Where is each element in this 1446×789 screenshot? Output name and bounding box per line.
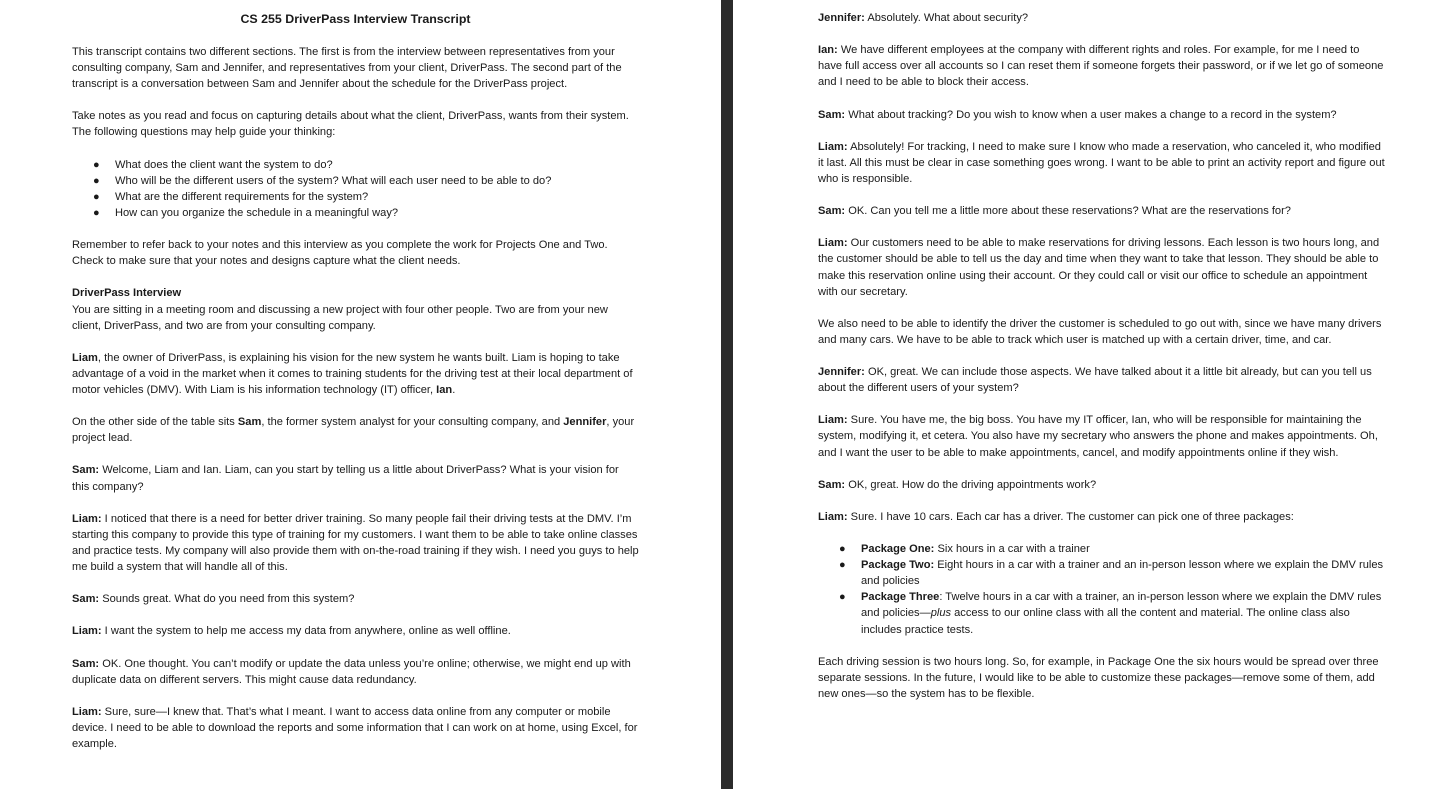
list-item	[839, 541, 1386, 557]
speaker-label: Liam:	[72, 705, 102, 718]
dialogue-text: I want the system to help me access my data from anywhere, online as well offline.	[101, 625, 511, 638]
package-text: Eight hours in a car with a trainer and an in-person lesson where we explain the DMV rules and policies	[861, 559, 1384, 588]
jennifer-name: Jennifer	[563, 416, 607, 429]
sam-intro-text2: , the former system analyst for your consulting company, and	[261, 416, 564, 429]
liam-intro-end: .	[452, 383, 456, 396]
list-item	[839, 589, 1386, 637]
dialogue-text: Sure. You have me, the big boss. You have my IT officer, Ian, who will be responsible for maintaining the system, modifying it, et cetera. You also have my secretary who answers the phone and makes appointments. Oh, and I want the user to be able to make appointments, cancel, and modify appointments online if they wish.	[818, 414, 1378, 459]
sam-name: Sam	[237, 416, 262, 429]
package-text: : Twelve hours in a car with a trainer, an in-person lesson where we explain the DMV rules and policies—	[861, 591, 1382, 620]
speaker-label: Ian:	[818, 44, 838, 57]
dialogue-text: Absolutely. What about security?	[864, 12, 1029, 24]
bullet-icon: ●	[839, 559, 846, 572]
liam-intro-paragraph	[72, 350, 639, 398]
package-name: Package One:	[861, 543, 935, 556]
liam-intro-text: , the owner of DriverPass, is explaining his vision for the new system he wants built. Liam is hoping to take advantage of a void in the market when it comes to training students for the driving test at their local department of motor vehicles (DMV). With Liam is his information technology (IT) officer,	[72, 351, 633, 396]
speaker-label: Jennifer:	[818, 12, 865, 24]
dialogue-line	[72, 704, 639, 752]
dialogue-line	[818, 509, 1386, 525]
dialogue-text: What about tracking? Do you wish to know when a user makes a change to a record in the system?	[845, 108, 1337, 121]
speaker-label: Sam:	[818, 478, 846, 491]
page-right[interactable]	[733, 0, 1446, 789]
sam-intro-text1: On the other side of the table sits	[72, 416, 238, 429]
ian-name: Ian	[436, 383, 453, 396]
dialogue-line	[818, 412, 1386, 460]
bullet-icon: ●	[93, 206, 100, 219]
dialogue-text: OK. One thought. You can’t modify or update the data unless you’re online; otherwise, we might end up with duplicate data on different servers. This might cause data redundancy.	[72, 657, 631, 686]
list-item-text: How can you organize the schedule in a meaningful way?	[115, 206, 399, 219]
dialogue-text: Our customers need to be able to make reservations for driving lessons. Each lesson is two hours long, and the customer should be able to tell us the day and time when they want to take that lesson. They should be able to make this reservation online using their account. Or they could call or visit our office to schedule an appointment with our secretary.	[818, 237, 1380, 298]
session-paragraph: Each driving session is two hours long. So, for example, in Package One the six hours would be spread over three separate sessions. In the future, I would like to be able to customize these packages—remove some of them, add new ones—so the system has to be flexible.	[818, 655, 1379, 700]
dialogue-text: Sounds great. What do you need from this system?	[99, 593, 355, 606]
speaker-label: Sam:	[72, 464, 100, 477]
dialogue-text: Absolutely! For tracking, I need to make sure I know who made a reservation, who canceled it, who modified it last. All this must be clear in case something goes wrong. I want to be able to print an activity report and figure out who is responsible.	[818, 140, 1385, 185]
bullet-icon: ●	[839, 591, 846, 604]
speaker-label: Sam:	[72, 657, 100, 670]
packages-list	[818, 541, 1386, 638]
bullet-icon: ●	[839, 543, 846, 556]
sam-intro-paragraph	[72, 414, 639, 446]
list-item-text: What are the different requirements for the system?	[115, 190, 369, 203]
list-item	[93, 189, 639, 205]
dialogue-line	[72, 656, 639, 688]
page-gutter	[721, 0, 733, 789]
speaker-label: Liam:	[818, 414, 848, 427]
speaker-label: Sam:	[818, 205, 846, 218]
dialogue-line	[818, 364, 1386, 396]
sam-intro-text3: , your project lead.	[72, 416, 635, 445]
notes-paragraph: Take notes as you read and focus on capturing details about what the client, DriverPass, wants from their system. The following questions may help guide your thinking:	[72, 110, 629, 139]
dialogue-text: OK. Can you tell me a little more about these reservations? What are the reservations for?	[845, 205, 1291, 218]
dialogue-line	[818, 477, 1386, 493]
setting-paragraph: You are sitting in a meeting room and discussing a new project with four other people. Two are from your new client, DriverPass, and two are from your consulting company.	[72, 303, 608, 332]
liam-name: Liam	[72, 351, 98, 364]
dialogue-line	[72, 591, 639, 607]
bullet-icon: ●	[93, 174, 100, 187]
page-left[interactable]	[0, 0, 721, 789]
drivers-paragraph: We also need to be able to identify the driver the customer is scheduled to go out with, since we have many drivers and many cars. We have to be able to track which user is matched up with a certain driver, time, and car.	[818, 317, 1382, 346]
dialogue-line	[818, 235, 1386, 299]
list-item-text: What does the client want the system to do?	[115, 158, 333, 171]
speaker-label: Jennifer:	[818, 366, 865, 379]
list-item-text: Who will be the different users of the system? What will each user need to be able to do?	[115, 174, 552, 187]
intro-paragraph: This transcript contains two different sections. The first is from the interview between representatives from your consulting company, Sam and Jennifer, and representatives from your client, DriverPass. The second part of the transcript is a conversation between Sam and Jennifer about the schedule for the DriverPass project.	[72, 46, 622, 91]
speaker-label: Liam:	[72, 512, 102, 525]
dialogue-line	[72, 511, 639, 575]
package-name: Package Two:	[861, 559, 935, 572]
dialogue-line	[72, 623, 639, 639]
remember-paragraph: Remember to refer back to your notes and this interview as you complete the work for Projects One and Two. Check to make sure that your notes and designs capture what the client needs.	[72, 239, 608, 268]
speaker-label: Liam:	[72, 625, 102, 638]
dialogue-line	[818, 10, 1386, 26]
package-text-continued: access to our online class with all the content and material. The online class also includes practice tests.	[861, 607, 1350, 636]
list-item	[839, 557, 1386, 589]
speaker-label: Sam:	[72, 593, 100, 606]
dialogue-text: OK, great. How do the driving appointments work?	[845, 478, 1097, 491]
bullet-icon: ●	[93, 158, 100, 171]
dialogue-text: I noticed that there is a need for better driver training. So many people fail their driving tests at the DMV. I’m starting this company to provide this type of training for my customers. I want them to be able to take online classes and practice tests. My company will also provide them with on-the-road training if they wish. I need you guys to help me build a system that will handle all of this.	[72, 512, 639, 573]
dialogue-text: OK, great. We can include those aspects. We have talked about it a little bit already, but can you tell us about the different users of your system?	[818, 366, 1372, 395]
dialogue-text: Sure. I have 10 cars. Each car has a driver. The customer can pick one of three packages:	[847, 510, 1294, 523]
dialogue-line	[818, 139, 1386, 187]
speaker-label: Liam:	[818, 510, 848, 523]
bullet-icon: ●	[93, 190, 100, 203]
dialogue-text: Sure, sure—I knew that. That’s what I meant. I want to access data online from any computer or mobile device. I need to be able to download the reports and some information that I can work on at home, using Excel, for example.	[72, 705, 638, 751]
list-item	[93, 173, 639, 189]
list-item	[93, 205, 639, 221]
speaker-label: Sam:	[818, 108, 846, 121]
dialogue-text: Welcome, Liam and Ian. Liam, can you start by telling us a little about DriverPass? What is your vision for this company?	[72, 464, 619, 493]
speaker-label: Liam:	[818, 237, 848, 250]
package-emphasis: plus	[930, 607, 952, 620]
dialogue-line	[818, 42, 1386, 90]
dialogue-line	[72, 462, 639, 494]
dialogue-line	[818, 107, 1386, 123]
package-name: Package Three	[861, 591, 940, 604]
list-item	[93, 157, 639, 173]
dialogue-line	[818, 203, 1386, 219]
package-text: Six hours in a car with a trainer	[934, 543, 1090, 556]
guide-questions-list	[72, 157, 639, 221]
dialogue-text: We have different employees at the company with different rights and roles. For example, for me I need to have full access over all accounts so I can reset them if someone forgets their password, or if we let go of someone and I need to be able to block their access.	[818, 44, 1384, 89]
document-title: CS 255 DriverPass Interview Transcript	[240, 12, 471, 26]
section-heading: DriverPass Interview	[72, 287, 182, 300]
speaker-label: Liam:	[818, 140, 848, 153]
